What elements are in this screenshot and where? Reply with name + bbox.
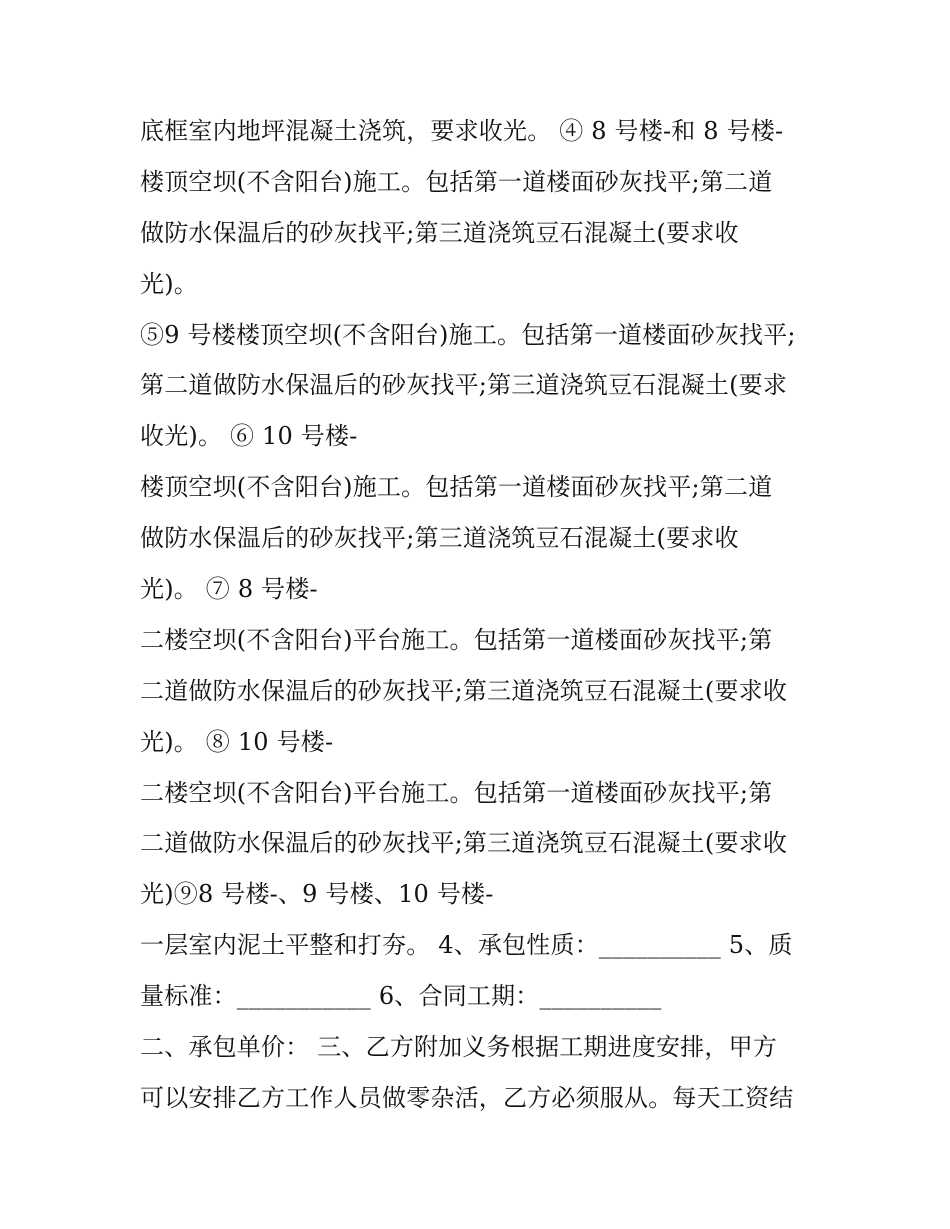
text-line: 第二道做防水保温后的砂灰找平;第三道浇筑豆石混凝土(要求 [140, 371, 788, 400]
text-line: 做防水保温后的砂灰找平;第三道浇筑豆石混凝土(要求收 [140, 524, 739, 553]
text-line: 光)。 [140, 269, 198, 298]
text-line: 光)。 ⑦ 8 号楼- [140, 575, 318, 604]
text-line: 二道做防水保温后的砂灰找平;第三道浇筑豆石混凝土(要求收 [140, 676, 788, 705]
text-line: 一层室内泥土平整和打夯。 4、承包性质：__________ 5、质 [140, 931, 793, 960]
text-line: 楼顶空坝(不含阳台)施工。包括第一道楼面砂灰找平;第二道 [140, 167, 773, 196]
text-line: 光)。 ⑧ 10 号楼- [140, 727, 334, 756]
text-line: 底框室内地坪混凝土浇筑，要求收光。 ④ 8 号楼-和 8 号楼- [140, 117, 784, 145]
text-line: 收光)。 ⑥ 10 号楼- [140, 422, 358, 451]
text-line: 量标准：___________ 6、合同工期：__________ [140, 982, 662, 1011]
text-line: 二楼空坝(不含阳台)平台施工。包括第一道楼面砂灰找平;第 [140, 778, 773, 807]
text-line: ⑤9 号楼楼顶空坝(不含阳台)施工。包括第一道楼面砂灰找平; [140, 320, 796, 349]
text-line: 楼顶空坝(不含阳台)施工。包括第一道楼面砂灰找平;第二道 [140, 473, 773, 502]
contract-text-body [140, 106, 830, 1124]
text-line: 可以安排乙方工作人员做零杂活，乙方必须服从。每天工资结 [140, 1083, 794, 1112]
text-line: 二道做防水保温后的砂灰找平;第三道浇筑豆石混凝土(要求收 [140, 829, 788, 858]
text-line: 二、承包单价： 三、乙方附加义务根据工期进度安排，甲方 [140, 1033, 778, 1062]
text-line: 做防水保温后的砂灰找平;第三道浇筑豆石混凝土(要求收 [140, 218, 739, 247]
text-line: 二楼空坝(不含阳台)平台施工。包括第一道楼面砂灰找平;第 [140, 625, 773, 654]
text-line: 光)⑨8 号楼-、9 号楼、10 号楼- [140, 880, 494, 909]
